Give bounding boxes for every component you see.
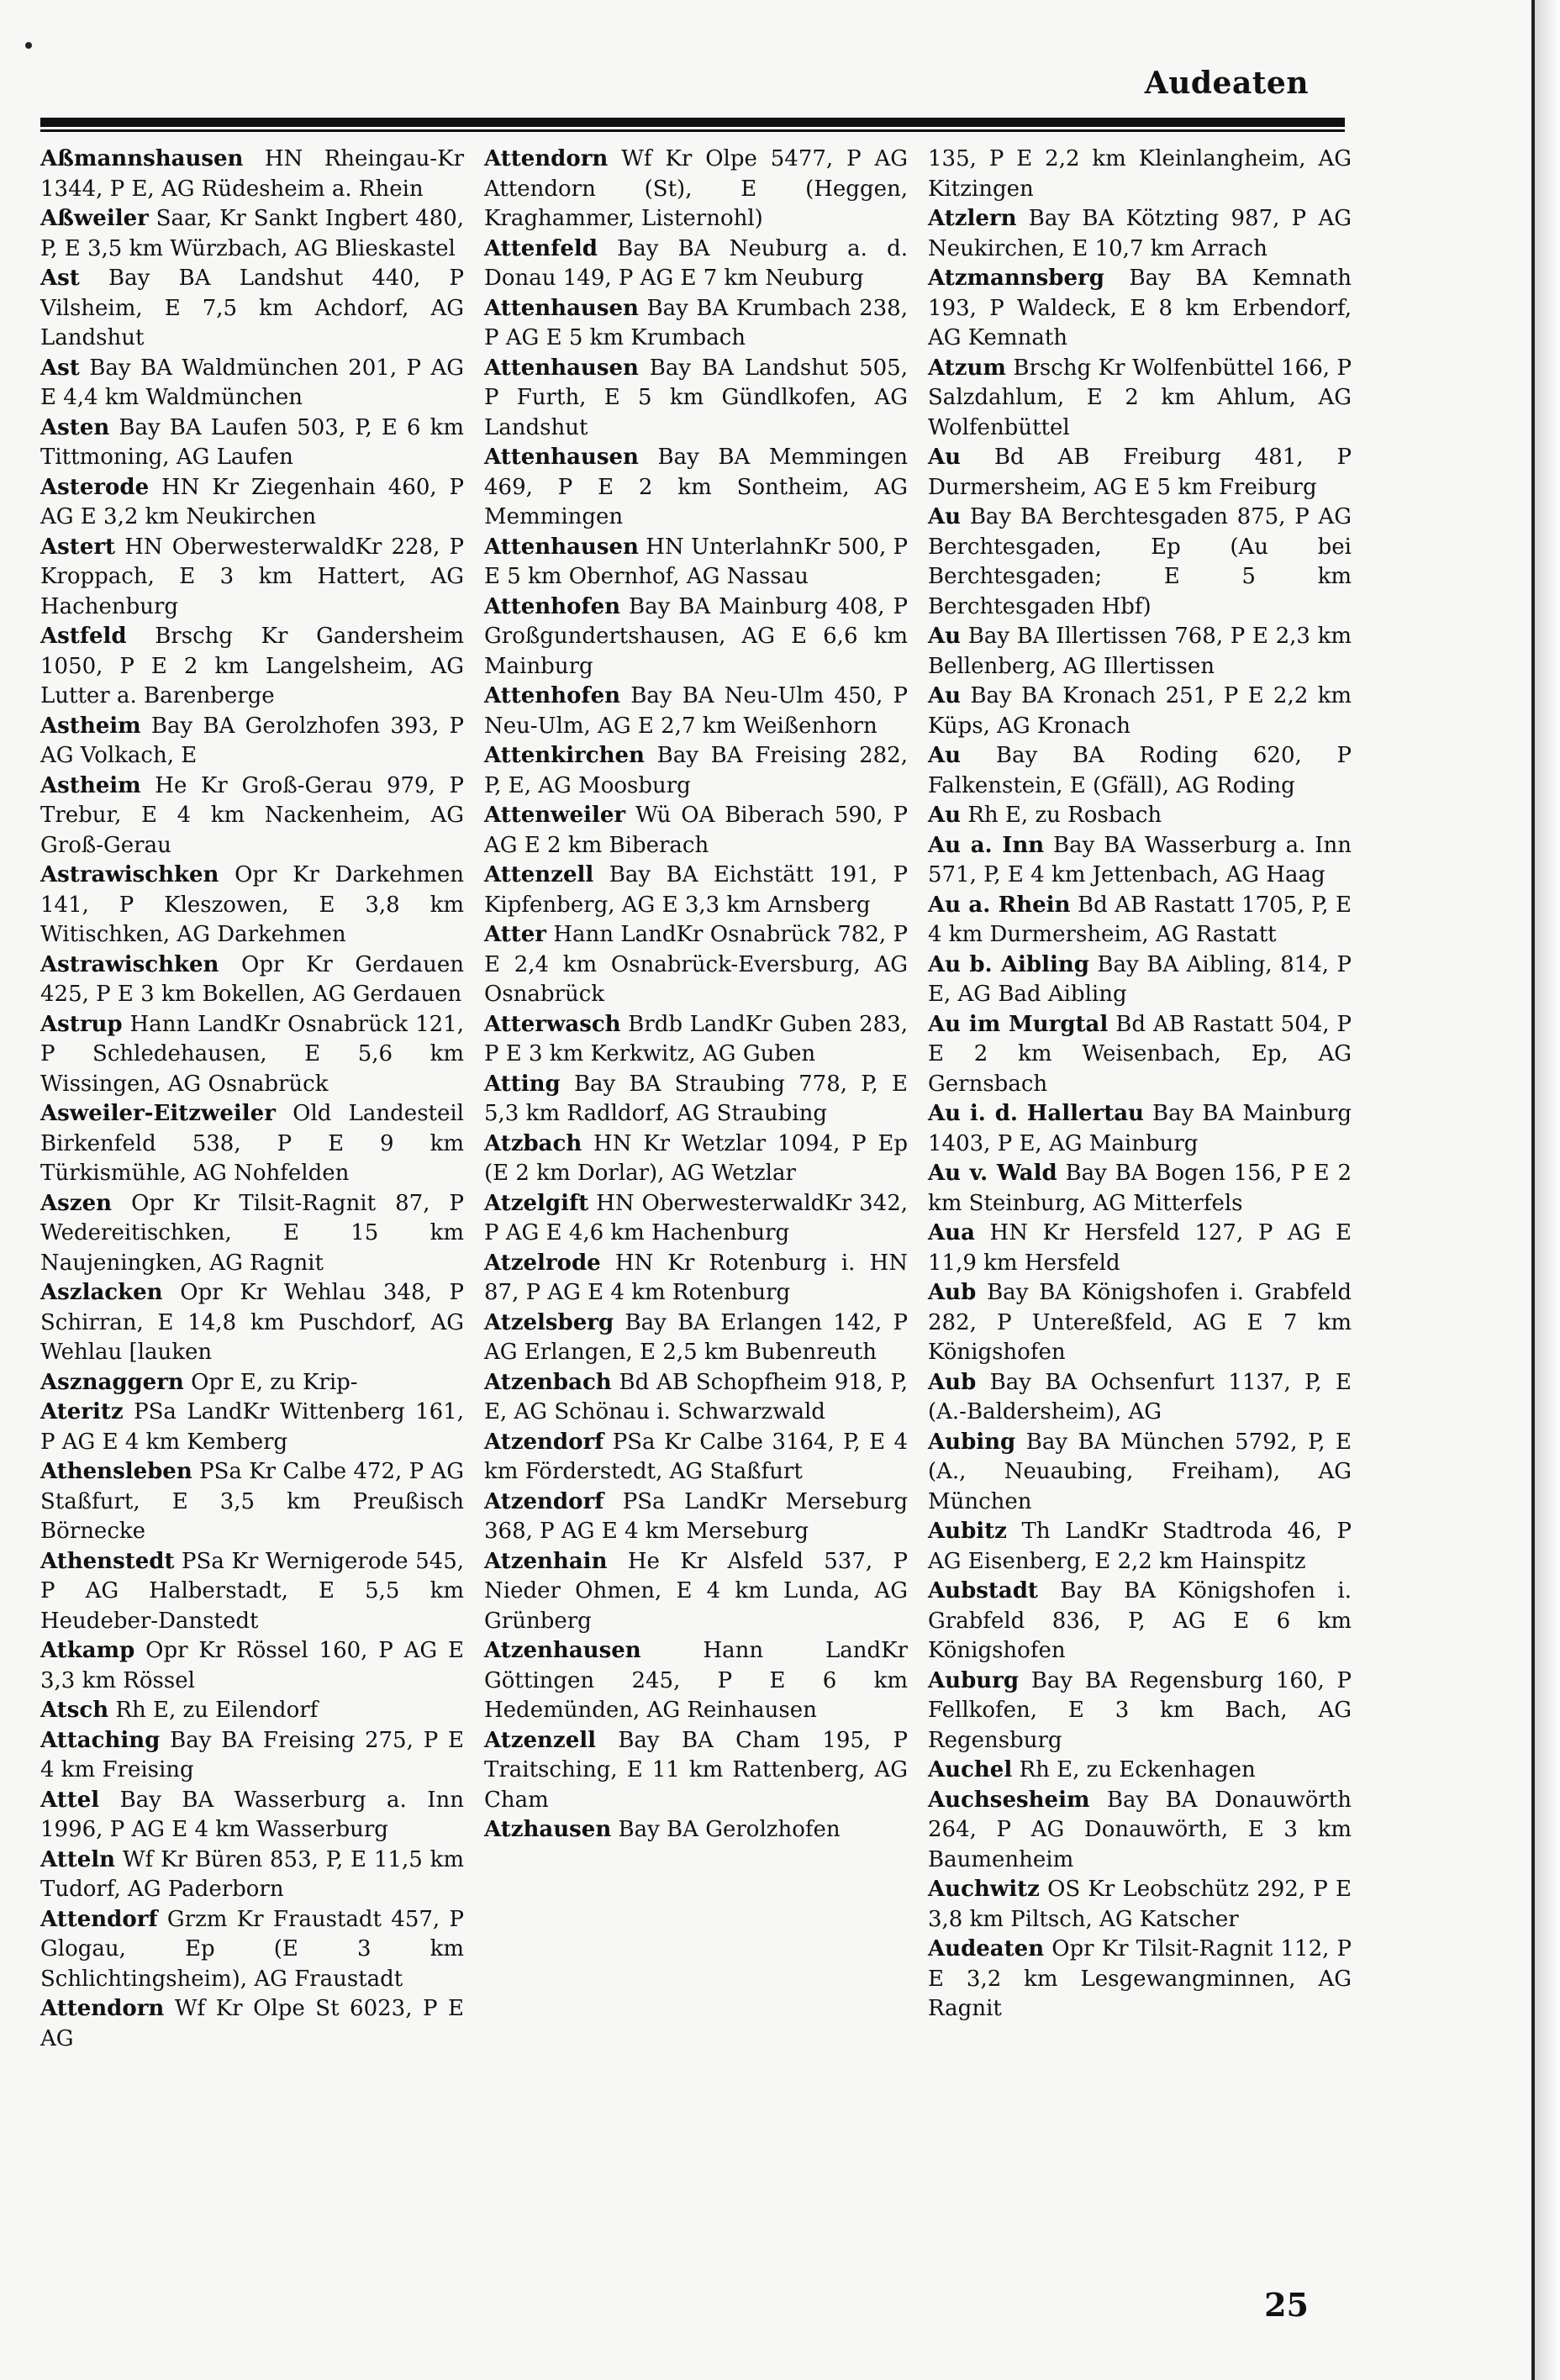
entry-headword: Attenhofen — [484, 593, 621, 619]
gazetteer-entry — [484, 801, 908, 861]
gazetteer-entry — [484, 1010, 908, 1070]
entry-headword: Aub — [928, 1369, 977, 1395]
entry-headword: Atzbach — [484, 1130, 582, 1156]
entry-text: Bay BA Bogen 156, P E 2 km Steinburg, AG Mitterfels — [928, 1161, 1352, 1216]
entry-headword: Atteln — [40, 1846, 116, 1872]
gazetteer-entry — [928, 1278, 1352, 1368]
gazetteer-entry — [40, 1368, 464, 1398]
gazetteer-entry — [40, 771, 464, 861]
gazetteer-entry — [40, 1010, 464, 1100]
entry-text: Grzm Kr Fraustadt 457, P Glogau, Ep (E 3 km Schlichtingsheim), AG Fraustadt — [40, 1906, 464, 1992]
entry-text: Bay BA Krumbach 238, P AG E 5 km Krumbach — [484, 295, 908, 350]
entry-headword: Aßmannshausen — [40, 146, 244, 171]
entry-headword: Atzlern — [928, 206, 1017, 231]
gazetteer-entry — [40, 1786, 464, 1846]
entry-headword: Attel — [40, 1787, 100, 1813]
entry-text: Rh E, zu Eilendorf — [108, 1698, 319, 1723]
entry-text: Hann LandKr Osnabrück 782, P E 2,4 km Osnabrück-Eversburg, AG Osnabrück — [484, 922, 908, 1007]
entry-headword: Astheim — [40, 772, 141, 798]
entry-headword: Asterode — [40, 474, 150, 500]
gazetteer-entry — [40, 1547, 464, 1637]
entry-headword: Atterwasch — [484, 1011, 621, 1037]
gazetteer-entry — [484, 234, 908, 294]
gazetteer-entry — [40, 1994, 464, 2054]
gazetteer-entry — [928, 622, 1352, 682]
entry-text: He Kr Alsfeld 537, P Nieder Ohmen, E 4 km Lunda, AG Grünberg — [484, 1548, 908, 1634]
entry-headword: Aßweiler — [40, 206, 149, 231]
entry-text: Bay BA Wasserburg a. Inn 1996, P AG E 4 km Wasserburg — [40, 1787, 464, 1842]
entry-text: Bay BA Königshofen i. Grabfeld 836, P, AG E 6 km Königshofen — [928, 1578, 1352, 1663]
entry-headword: Auburg — [928, 1667, 1020, 1693]
gazetteer-entry — [40, 1189, 464, 1279]
entry-text: PSa LandKr Merseburg 368, P AG E 4 km Merseburg — [484, 1488, 908, 1544]
ink-speck — [25, 42, 32, 49]
entry-headword: Attenhausen — [484, 534, 639, 560]
entry-text: Brdb LandKr Guben 283, P E 3 km Kerkwitz, AG Guben — [484, 1011, 908, 1066]
entry-headword: Atsch — [40, 1698, 109, 1723]
entry-headword: Atzendorf — [484, 1429, 604, 1455]
gazetteer-entry — [928, 741, 1352, 801]
gazetteer-entry — [40, 1905, 464, 1995]
entry-headword: Astfeld — [40, 624, 127, 649]
gazetteer-entry — [928, 354, 1352, 444]
gazetteer-entry — [40, 145, 464, 204]
gazetteer-entry — [40, 264, 464, 354]
gazetteer-entry — [928, 891, 1352, 950]
entry-headword: Au im Murgtal — [928, 1011, 1109, 1037]
entry-text: PSa Kr Calbe 3164, P, E 4 km Förderstedt, AG Staßfurt — [484, 1429, 908, 1484]
gazetteer-entry — [484, 1129, 908, 1189]
gazetteer-entry — [484, 294, 908, 354]
entry-text: HN Kr Rotenburg i. HN 87, P AG E 4 km Rotenburg — [484, 1250, 908, 1305]
scan-margin — [1535, 0, 1560, 2380]
entry-headword: Atzmannsberg — [928, 266, 1104, 291]
gazetteer-entry — [928, 682, 1352, 741]
entry-text: OS Kr Leobschütz 292, P E 3,8 km Piltsch, AG Katscher — [928, 1877, 1352, 1932]
entry-text: Bay BA Gerolzhofen — [611, 1817, 841, 1842]
gazetteer-entry — [40, 861, 464, 950]
entry-headword: Aszen — [40, 1190, 113, 1216]
entry-text: Bay BA Gerolzhofen 393, P AG Volkach, E — [40, 713, 464, 768]
gazetteer-entry — [484, 1189, 908, 1249]
entry-headword: Ateritz — [40, 1399, 124, 1424]
gazetteer-entry — [928, 1786, 1352, 1876]
entry-text: Bay BA Königshofen i. Grabfeld 282, P Untereßfeld, AG E 7 km Königshofen — [928, 1280, 1352, 1365]
entry-headword: Auchsesheim — [928, 1787, 1090, 1813]
entry-text: Bay BA Eichstätt 191, P Kipfenberg, AG E 3,3 km Arnsberg — [484, 862, 908, 918]
gazetteer-entry — [928, 1010, 1352, 1100]
page-number: 25 — [1264, 2286, 1309, 2324]
entry-text: Opr Kr Darkehmen 141, P Kleszowen, E 3,8 km Witischken, AG Darkehmen — [40, 862, 464, 947]
entry-headword: Au i. d. Hallertau — [928, 1101, 1144, 1126]
entry-headword: Atzhausen — [484, 1817, 612, 1842]
entry-headword: Attenhofen — [484, 683, 621, 708]
entry-text: PSa Kr Calbe 472, P AG Staßfurt, E 3,5 km Preußisch Börnecke — [40, 1459, 464, 1544]
gazetteer-entry — [928, 1756, 1352, 1786]
entry-headword: Astrawischken — [40, 951, 219, 977]
entry-text: Wü OA Biberach 590, P AG E 2 km Biberach — [484, 803, 908, 858]
entry-headword: Astert — [40, 534, 116, 560]
entry-headword: Au a. Rhein — [928, 892, 1071, 918]
entry-text: Saar, Kr Sankt Ingbert 480, P, E 3,5 km Würzbach, AG Blieskastel — [40, 206, 464, 261]
gazetteer-entry — [928, 1577, 1352, 1667]
gazetteer-entry — [928, 264, 1352, 354]
entry-text: Bd AB Schopfheim 918, P, E, AG Schönau i. Schwarzwald — [484, 1369, 908, 1424]
entry-text: Bay BA Cham 195, P Traitsching, E 11 km Rattenberg, AG Cham — [484, 1727, 908, 1813]
entry-text: Opr Kr Tilsit-Ragnit 87, P Wedereitischken, E 15 km Naujeningken, AG Ragnit — [40, 1190, 464, 1276]
gazetteer-entry — [484, 1249, 908, 1308]
entry-headword: Atzenzell — [484, 1727, 596, 1753]
gazetteer-entry — [40, 1278, 464, 1368]
gazetteer-entry — [928, 1935, 1352, 2025]
entry-text: He Kr Groß-Gerau 979, P Trebur, E 4 km Nackenheim, AG Groß-Gerau — [40, 772, 464, 858]
entry-text: Bay BA Freising 275, P E 4 km Freising — [40, 1727, 464, 1782]
entry-text: Bay BA Freising 282, P, E, AG Moosburg — [484, 743, 908, 798]
entry-text: Bay BA Mainburg 1403, P E, AG Mainburg — [928, 1101, 1352, 1156]
entry-headword: Asznaggern — [40, 1369, 184, 1395]
column-2 — [484, 145, 908, 2054]
entry-text: Wf Kr Olpe 5477, P AG Attendorn (St), E (Heggen, Kraghammer, Listernohl) — [484, 146, 908, 231]
entry-headword: Atzenbach — [484, 1369, 612, 1395]
entry-text: Bay BA Kronach 251, P E 2,2 km Küps, AG Kronach — [928, 683, 1352, 739]
entry-headword: Au — [928, 683, 962, 708]
gazetteer-entry — [928, 831, 1352, 891]
entry-text: Bay BA Aibling, 814, P E, AG Bad Aibling — [928, 951, 1352, 1007]
entry-headword: Attenweiler — [484, 803, 626, 828]
entry-text: Bay BA Berchtesgaden 875, P AG Berchtesgaden, Ep (Au bei Berchtesgaden; E 5 km Berchtesgaden Hbf) — [928, 504, 1352, 619]
entry-text: Bay BA Erlangen 142, P AG Erlangen, E 2,5 km Bubenreuth — [484, 1309, 908, 1365]
entry-text: Bd AB Rastatt 504, P E 2 km Weisenbach, Ep, AG Gernsbach — [928, 1011, 1352, 1097]
gazetteer-entry — [484, 682, 908, 741]
gazetteer-entry — [40, 533, 464, 623]
entry-headword: Audeaten — [928, 1936, 1045, 1961]
entry-headword: Au a. Inn — [928, 832, 1045, 858]
entry-text: Rh E, zu Eckenhagen — [1012, 1757, 1256, 1782]
gazetteer-entry — [40, 354, 464, 413]
gazetteer-entry — [484, 145, 908, 234]
gazetteer-entry — [40, 1726, 464, 1786]
gazetteer-entry — [484, 1636, 908, 1726]
column-1 — [40, 145, 464, 2054]
entry-text: HN OberwesterwaldKr 342, P AG E 4,6 km Hachenburg — [484, 1190, 908, 1245]
gazetteer-entry — [484, 354, 908, 444]
entry-headword: Aua — [928, 1220, 975, 1245]
gazetteer-entry — [928, 443, 1352, 503]
entry-headword: Attenhausen — [484, 445, 639, 470]
entry-text: Bay BA Memmingen 469, P E 2 km Sontheim, AG Memmingen — [484, 445, 908, 529]
entry-text: Bay BA Illertissen 768, P E 2,3 km Bellenberg, AG Illertissen — [928, 624, 1352, 679]
entry-text: Opr Kr Wehlau 348, P Schirran, E 14,8 km Puschdorf, AG Wehlau [lauken — [40, 1280, 464, 1365]
gazetteer-entry — [928, 950, 1352, 1010]
entry-text: Bay BA Roding 620, P Falkenstein, E (Gfäll), AG Roding — [928, 743, 1352, 798]
gazetteer-entry — [40, 1696, 464, 1726]
entry-text: Bay BA Straubing 778, P, E 5,3 km Radldorf, AG Straubing — [484, 1071, 908, 1126]
gazetteer-entry — [40, 413, 464, 473]
entry-text: 135, P E 2,2 km Kleinlangheim, AG Kitzingen — [928, 146, 1352, 202]
entry-text: Bd AB Freiburg 481, P Durmersheim, AG E 5 km Freiburg — [928, 445, 1352, 500]
entry-text: Bay BA Neuburg a. d. Donau 149, P AG E 7 km Neuburg — [484, 235, 908, 291]
entry-headword: Auchel — [928, 1757, 1013, 1782]
gazetteer-entry — [928, 145, 1352, 204]
gazetteer-entry — [928, 1159, 1352, 1219]
entry-headword: Aszlacken — [40, 1280, 163, 1305]
entry-headword: Atter — [484, 922, 546, 947]
entry-headword: Atzelgift — [484, 1190, 589, 1216]
entry-headword: Au — [928, 445, 962, 470]
gazetteer-entry — [928, 1368, 1352, 1428]
entry-headword: Athensleben — [40, 1459, 192, 1484]
entry-headword: Attenhausen — [484, 355, 639, 381]
gazetteer-entry — [928, 801, 1352, 831]
entry-text: Bay BA Landshut 505, P Furth, E 5 km Gündlkofen, AG Landshut — [484, 355, 908, 440]
entry-headword: Au — [928, 504, 962, 529]
entry-headword: Astrawischken — [40, 862, 219, 887]
entry-headword: Attendorf — [40, 1906, 158, 1932]
entry-headword: Au — [928, 803, 962, 828]
gazetteer-entry — [484, 1428, 908, 1488]
entry-headword: Auchwitz — [928, 1877, 1040, 1902]
entry-headword: Asweiler-Eitzweiler — [40, 1101, 276, 1126]
entry-headword: Atzum — [928, 355, 1006, 381]
entry-headword: Attenkirchen — [484, 743, 645, 768]
entry-text: HN Rheingau-Kr 1344, P E, AG Rüdesheim a. Rhein — [40, 146, 464, 202]
entry-text: Opr Kr Gerdauen 425, P E 3 km Bokellen, AG Gerdauen — [40, 951, 464, 1007]
entry-headword: Atkamp — [40, 1638, 135, 1663]
entry-text: Brschg Kr Gandersheim 1050, P E 2 km Langelsheim, AG Lutter a. Barenberge — [40, 624, 464, 708]
gazetteer-entry — [484, 592, 908, 682]
gazetteer-entry — [40, 473, 464, 533]
gazetteer-entry — [484, 1815, 908, 1846]
entry-text: Bay BA Landshut 440, P Vilsheim, E 7,5 km Achdorf, AG Landshut — [40, 266, 464, 350]
entry-text: Rh E, zu Rosbach — [961, 803, 1162, 828]
entry-text: HN OberwesterwaldKr 228, P Kroppach, E 3 km Hattert, AG Hachenburg — [40, 534, 464, 619]
entry-text: HN Kr Wetzlar 1094, P Ep (E 2 km Dorlar), AG Wetzlar — [484, 1130, 908, 1186]
entry-headword: Atzendorf — [484, 1488, 604, 1514]
entry-headword: Atzenhain — [484, 1548, 608, 1574]
gazetteer-entry — [928, 204, 1352, 264]
gazetteer-entry — [40, 712, 464, 771]
entry-headword: Athenstedt — [40, 1548, 175, 1574]
gazetteer-entry — [484, 1308, 908, 1368]
entry-text: Wf Kr Büren 853, P, E 11,5 km Tudorf, AG Paderborn — [40, 1846, 464, 1902]
entry-headword: Asten — [40, 414, 110, 440]
gazetteer-entry — [484, 741, 908, 801]
entry-text: Opr Kr Tilsit-Ragnit 112, P E 3,2 km Lesgewangminnen, AG Ragnit — [928, 1936, 1352, 2021]
gazetteer-entry — [928, 1667, 1352, 1756]
gazetteer-entry — [40, 1398, 464, 1457]
running-head: Audeaten — [1144, 66, 1309, 101]
gazetteer-entry — [928, 503, 1352, 622]
entry-text: Opr Kr Rössel 160, P AG E 3,3 km Rössel — [40, 1638, 464, 1693]
entry-headword: Attenfeld — [484, 235, 598, 261]
header-rule-thin — [40, 129, 1345, 132]
gazetteer-entry — [928, 1219, 1352, 1278]
entry-headword: Aub — [928, 1280, 977, 1305]
gazetteer-entry — [40, 622, 464, 712]
entry-headword: Astheim — [40, 713, 141, 739]
entry-text: Bay BA Laufen 503, P, E 6 km Tittmoning, AG Laufen — [40, 414, 464, 470]
entry-text: Bay BA Donauwörth 264, P AG Donauwörth, E 3 km Baumenheim — [928, 1787, 1352, 1872]
entry-text: Old Landesteil Birkenfeld 538, P E 9 km Türkismühle, AG Nohfelden — [40, 1101, 464, 1186]
entry-headword: Attenhausen — [484, 295, 639, 321]
header-rule-thick — [40, 118, 1345, 127]
entry-headword: Attaching — [40, 1727, 161, 1753]
gazetteer-entry — [40, 950, 464, 1010]
gazetteer-entry — [928, 1099, 1352, 1159]
entry-text: Bay BA Waldmünchen 201, P AG E 4,4 km Waldmünchen — [40, 355, 464, 410]
gazetteer-entry — [40, 1457, 464, 1547]
entry-text: Wf Kr Olpe St 6023, P E AG — [40, 1996, 464, 2051]
entry-text: Hann LandKr Göttingen 245, P E 6 km Hedemünden, AG Reinhausen — [484, 1638, 908, 1723]
entry-headword: Astrup — [40, 1011, 123, 1037]
gazetteer-entry — [484, 1726, 908, 1816]
entry-text: Bay BA Neu-Ulm 450, P Neu-Ulm, AG E 2,7 km Weißenhorn — [484, 683, 908, 739]
entry-headword: Atzelrode — [484, 1250, 601, 1276]
gazetteer-entry — [484, 1488, 908, 1547]
columns — [40, 145, 1352, 2054]
entry-headword: Au — [928, 743, 962, 768]
entry-headword: Atzelsberg — [484, 1309, 614, 1335]
gazetteer-entry — [484, 1547, 908, 1637]
entry-text: Opr E, zu Krip- — [183, 1369, 358, 1395]
entry-headword: Atzenhausen — [484, 1638, 641, 1663]
gazetteer-entry — [484, 920, 908, 1010]
entry-headword: Aubing — [928, 1429, 1016, 1455]
entry-text: Bay BA Kötzting 987, P AG Neukirchen, E 10,7 km Arrach — [928, 206, 1352, 261]
entry-text: Bay BA Wasserburg a. Inn 571, P, E 4 km Jettenbach, AG Haag — [928, 832, 1352, 887]
gazetteer-entry — [484, 861, 908, 920]
entry-text: PSa Kr Wernigerode 545, P AG Halberstadt, E 5,5 km Heudeber-Danstedt — [40, 1548, 464, 1634]
entry-headword: Au — [928, 624, 962, 649]
entry-headword: Atting — [484, 1071, 561, 1097]
entry-headword: Aubstadt — [928, 1578, 1038, 1603]
entry-text: HN Kr Ziegenhain 460, P AG E 3,2 km Neukirchen — [40, 474, 464, 529]
entry-headword: Ast — [40, 266, 80, 291]
gazetteer-entry — [484, 443, 908, 533]
entry-text: PSa LandKr Wittenberg 161, P AG E 4 km Kemberg — [40, 1399, 464, 1455]
gazetteer-entry — [484, 1070, 908, 1129]
entry-text: Th LandKr Stadtroda 46, P AG Eisenberg, E 2,2 km Hainspitz — [928, 1519, 1352, 1574]
entry-text: HN UnterlahnKr 500, P E 5 km Obernhof, AG Nassau — [484, 534, 908, 589]
gazetteer-entry — [40, 204, 464, 264]
column-3 — [928, 145, 1352, 2054]
entry-text: Brschg Kr Wolfenbüttel 166, P Salzdahlum, E 2 km Ahlum, AG Wolfenbüttel — [928, 355, 1352, 440]
entry-headword: Attendorn — [40, 1996, 165, 2021]
entry-text: Bay BA Mainburg 408, P Großgundertshausen, AG E 6,6 km Mainburg — [484, 593, 908, 679]
entry-text: HN Kr Hersfeld 127, P AG E 11,9 km Hersfeld — [928, 1220, 1352, 1276]
gazetteer-entry — [40, 1846, 464, 1905]
entry-text: Bay BA München 5792, P, E (A., Neuaubing, Freiham), AG München — [928, 1429, 1352, 1514]
gazetteer-entry — [40, 1099, 464, 1189]
gazetteer-entry — [484, 1368, 908, 1428]
entry-headword: Attendorn — [484, 146, 609, 171]
gazetteer-entry — [40, 1636, 464, 1696]
gazetteer-entry — [928, 1428, 1352, 1518]
entry-headword: Aubitz — [928, 1519, 1007, 1544]
entry-text: Bay BA Regensburg 160, P Fellkofen, E 3 km Bach, AG Regensburg — [928, 1667, 1352, 1753]
entry-headword: Au v. Wald — [928, 1161, 1057, 1186]
entry-text: Bd AB Rastatt 1705, P, E 4 km Durmersheim, AG Rastatt — [928, 892, 1352, 947]
entry-headword: Ast — [40, 355, 80, 381]
entry-text: Bay BA Kemnath 193, P Waldeck, E 8 km Erbendorf, AG Kemnath — [928, 266, 1352, 350]
gazetteer-entry — [484, 533, 908, 592]
entry-headword: Attenzell — [484, 862, 594, 887]
entry-headword: Au b. Aibling — [928, 951, 1089, 977]
entry-text: Bay BA Ochsenfurt 1137, P, E (A.-Baldersheim), AG — [928, 1369, 1352, 1424]
gazetteer-entry — [928, 1875, 1352, 1935]
entry-text: Hann LandKr Osnabrück 121, P Schledehausen, E 5,6 km Wissingen, AG Osnabrück — [40, 1011, 464, 1097]
gazetteer-entry — [928, 1517, 1352, 1577]
